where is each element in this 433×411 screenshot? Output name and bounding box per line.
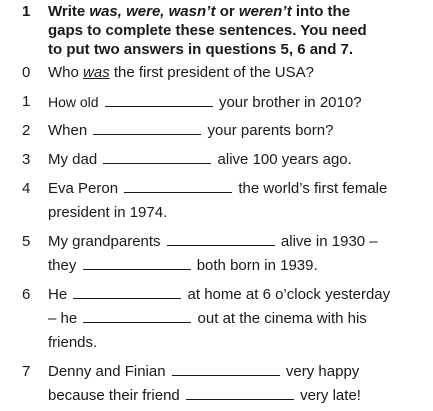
instruction-text [48, 2, 428, 59]
grammar-exercise: 1 Write was, were, wasn’t or weren’t into the gaps to complete these sentences. You need to put two answers in questions 5, 6 and 7. 0 Who was the first president of the USA? 1 How old your brother in 2010? 2 When your parents born? 3 My dad alive 100 years ago. 4 Eva Peron the world’s first female president in 1974. 5 My grandparents alive in 1930 – they both born in 1939. 6 He at home at 6 o’clock yesterday – he out at the cinema with his friends. 7 Denny and Finian very happy because their friend very late! [0, 0, 433, 411]
answer-gap[interactable] [186, 385, 294, 400]
instruction-line-3: to put two answers in questions 5, 6 and 7. [48, 41, 354, 58]
answer-gap[interactable] [172, 361, 280, 376]
answer-gap[interactable] [73, 284, 181, 299]
answer-gap[interactable] [83, 255, 191, 270]
question-number: 7 [22, 363, 31, 380]
question-number: 2 [22, 122, 31, 139]
answer-gap[interactable] [124, 178, 232, 193]
question-number: 3 [22, 151, 31, 168]
example-answer: was [83, 64, 110, 81]
instruction-line-2: gaps to complete these sentences. You need [48, 22, 367, 39]
answer-gap[interactable] [93, 120, 201, 135]
answer-gap[interactable] [103, 149, 211, 164]
instruction-number: 1 [22, 3, 31, 20]
question-number: 6 [22, 286, 31, 303]
question-number: 1 [22, 93, 31, 110]
answer-gap[interactable] [83, 308, 191, 323]
question-number: 0 [22, 64, 31, 81]
question-number: 5 [22, 233, 31, 250]
answer-gap[interactable] [105, 92, 213, 107]
question-number: 4 [22, 180, 31, 197]
answer-gap[interactable] [167, 231, 275, 246]
instruction-line-1: Write was, were, wasn’t or weren’t into the [48, 3, 351, 20]
